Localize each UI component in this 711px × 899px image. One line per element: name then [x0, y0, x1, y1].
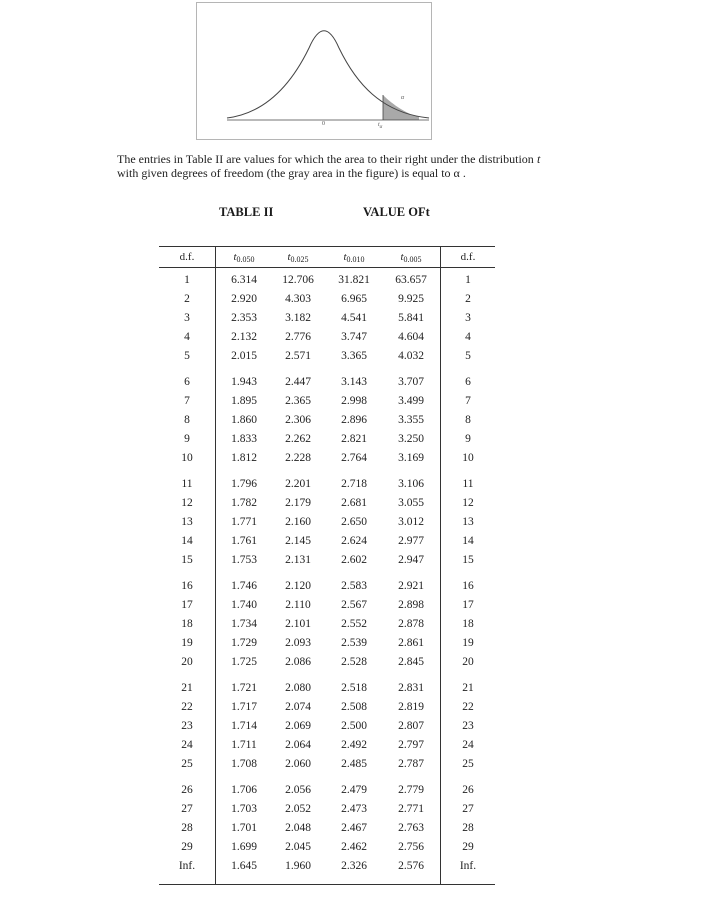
df-cell-left: 15: [181, 554, 193, 566]
t-value-cell: 2.015: [231, 350, 257, 362]
df-cell-right: 4: [465, 331, 471, 343]
df-cell-left: Inf.: [178, 860, 196, 872]
t-distribution-figure: [196, 2, 432, 140]
t-value-cell: 1.943: [231, 376, 257, 388]
t-value-cell: 2.845: [398, 656, 424, 668]
t-value-cell: 3.355: [398, 414, 424, 426]
t-value-cell: 2.764: [341, 452, 367, 464]
t-value-cell: 2.718: [341, 478, 367, 490]
df-cell-right: 24: [462, 739, 474, 751]
table-bottom-rule: [159, 884, 495, 885]
df-cell-right: 1: [465, 274, 471, 286]
t-value-cell: 2.539: [341, 637, 367, 649]
t-value-cell: 3.182: [285, 312, 311, 324]
t-value-cell: 2.120: [285, 580, 311, 592]
zero-label: 0: [322, 121, 325, 127]
t-value-cell: 2.878: [398, 618, 424, 630]
t-value-cell: 2.681: [341, 497, 367, 509]
t-value-cell: 2.064: [285, 739, 311, 751]
t-value-cell: 2.093: [285, 637, 311, 649]
t-value-cell: 1.734: [231, 618, 257, 630]
t-value-cell: 1.960: [285, 860, 311, 872]
t-symbol: t: [400, 251, 404, 263]
df-cell-right: 11: [462, 478, 474, 490]
t-value-cell: 2.074: [285, 701, 311, 713]
t-value-cell: 2.131: [285, 554, 311, 566]
t-value-cell: 3.499: [398, 395, 424, 407]
t-value-cell: 2.462: [341, 841, 367, 853]
t-value-cell: 1.645: [231, 860, 257, 872]
t-value-cell: 2.485: [341, 758, 367, 770]
t-value-cell: 2.831: [398, 682, 424, 694]
t-value-cell: 2.787: [398, 758, 424, 770]
t-value-cell: 2.080: [285, 682, 311, 694]
t-value-cell: 2.861: [398, 637, 424, 649]
df-cell-left: 6: [184, 376, 190, 388]
t-subscript: 0.010: [346, 255, 365, 264]
table-top-rule: [159, 246, 495, 247]
df-cell-left: 21: [181, 682, 193, 694]
t-value-cell: 2.060: [285, 758, 311, 770]
df-cell-left: 26: [181, 784, 193, 796]
t-value-cell: 2.132: [231, 331, 257, 343]
t-value-cell: 3.169: [398, 452, 424, 464]
t-symbol: t: [343, 251, 347, 263]
t-value-cell: 2.479: [341, 784, 367, 796]
t-value-cell: 2.326: [341, 860, 367, 872]
t-value-cell: 63.657: [395, 274, 427, 286]
t-value-cell: 2.819: [398, 701, 424, 713]
t-alpha-subscript: α: [379, 125, 383, 131]
t-value-cell: 2.602: [341, 554, 367, 566]
t-value-cell: 2.763: [398, 822, 424, 834]
df-header-left: d.f.: [179, 251, 195, 263]
df-header-right: d.f.: [460, 251, 476, 263]
t-value-cell: 3.747: [341, 331, 367, 343]
t-value-cell: 2.447: [285, 376, 311, 388]
t-value-cell: 1.746: [231, 580, 257, 592]
df-cell-right: 18: [462, 618, 474, 630]
t-subscript: 0.005: [403, 255, 422, 264]
t-value-cell: 2.048: [285, 822, 311, 834]
t-value-cell: 3.707: [398, 376, 424, 388]
t-value-cell: 2.920: [231, 293, 257, 305]
df-cell-left: 5: [184, 350, 190, 362]
df-cell-left: 23: [181, 720, 193, 732]
t-value-cell: 1.753: [231, 554, 257, 566]
t-value-cell: 1.729: [231, 637, 257, 649]
t-subscript: 0.050: [236, 255, 255, 264]
t-value-cell: 1.717: [231, 701, 257, 713]
df-cell-left: 18: [181, 618, 193, 630]
df-cell-right: 16: [462, 580, 474, 592]
t-value-cell: 1.740: [231, 599, 257, 611]
t-value-cell: 2.086: [285, 656, 311, 668]
t-value-cell: 12.706: [282, 274, 314, 286]
t-alpha-label: $t_\alpha$: [378, 122, 383, 131]
t-value-cell: 2.921: [398, 580, 424, 592]
t-value-cell: 2.821: [341, 433, 367, 445]
t-value-cell: 2.797: [398, 739, 424, 751]
t-value-cell: 2.576: [398, 860, 424, 872]
df-cell-right: 5: [465, 350, 471, 362]
t-value-cell: 3.106: [398, 478, 424, 490]
df-cell-left: 27: [181, 803, 193, 815]
t-value-cell: 2.776: [285, 331, 311, 343]
t-value-cell: 2.179: [285, 497, 311, 509]
t-value-cell: 1.701: [231, 822, 257, 834]
t-value-cell: 2.756: [398, 841, 424, 853]
df-cell-right: 17: [462, 599, 474, 611]
df-cell-left: 11: [181, 478, 193, 490]
left-column-rule: [215, 246, 216, 884]
caption-t-variable: t: [537, 152, 541, 166]
df-cell-left: 24: [181, 739, 193, 751]
t-value-cell: 2.052: [285, 803, 311, 815]
df-cell-right: 6: [465, 376, 471, 388]
df-cell-left: 7: [184, 395, 190, 407]
t-value-cell: 2.567: [341, 599, 367, 611]
df-cell-left: 22: [181, 701, 193, 713]
df-cell-right: 14: [462, 535, 474, 547]
caption-text: The entries in Table II are values for which the area to their right under the distribution with given degrees of freedom (the gray area in the figure) is equal to α .: [117, 152, 534, 180]
df-cell-right: 3: [465, 312, 471, 324]
t-value-cell: 2.492: [341, 739, 367, 751]
t-header-0.005: [383, 250, 439, 267]
t-value-cell: 4.541: [341, 312, 367, 324]
df-cell-left: 1: [184, 274, 190, 286]
t-value-cell: 2.771: [398, 803, 424, 815]
df-cell-left: 20: [181, 656, 193, 668]
df-cell-left: 12: [181, 497, 193, 509]
t-value-cell: 4.032: [398, 350, 424, 362]
bell-curve: [227, 31, 429, 118]
t-value-cell: 2.624: [341, 535, 367, 547]
t-value-cell: 1.706: [231, 784, 257, 796]
df-cell-left: 9: [184, 433, 190, 445]
t-value-cell: 3.012: [398, 516, 424, 528]
df-cell-left: 10: [181, 452, 193, 464]
df-cell-right: 9: [465, 433, 471, 445]
t-value-cell: 4.303: [285, 293, 311, 305]
table-caption: [117, 152, 555, 180]
distribution-curve-graphic: [197, 3, 431, 139]
t-value-cell: 3.365: [341, 350, 367, 362]
t-value-cell: 1.833: [231, 433, 257, 445]
t-header-0.050: [217, 250, 271, 267]
t-value-cell: 2.201: [285, 478, 311, 490]
df-cell-right: 27: [462, 803, 474, 815]
t-value-cell: 2.069: [285, 720, 311, 732]
t-value-cell: 1.895: [231, 395, 257, 407]
t-value-cell: 1.761: [231, 535, 257, 547]
t-value-cell: 2.947: [398, 554, 424, 566]
t-value-cell: 5.841: [398, 312, 424, 324]
t-value-cell: 2.779: [398, 784, 424, 796]
t-value-cell: 2.262: [285, 433, 311, 445]
t-value-cell: 2.500: [341, 720, 367, 732]
t-value-cell: 1.725: [231, 656, 257, 668]
t-subscript: 0.025: [290, 255, 309, 264]
t-value-cell: 4.604: [398, 331, 424, 343]
df-cell-right: 12: [462, 497, 474, 509]
alpha-label: α: [401, 95, 405, 101]
df-cell-right: 13: [462, 516, 474, 528]
t-value-cell: 1.711: [231, 739, 257, 751]
df-cell-right: 2: [465, 293, 471, 305]
t-value-cell: 2.571: [285, 350, 311, 362]
df-cell-left: 2: [184, 293, 190, 305]
t-value-cell: 6.965: [341, 293, 367, 305]
t-value-cell: 1.708: [231, 758, 257, 770]
t-value-cell: 2.998: [341, 395, 367, 407]
df-cell-right: 26: [462, 784, 474, 796]
t-value-cell: 1.714: [231, 720, 257, 732]
t-value-cell: 3.250: [398, 433, 424, 445]
t-value-cell: 2.898: [398, 599, 424, 611]
t-value-cell: 2.552: [341, 618, 367, 630]
t-value-cell: 2.306: [285, 414, 311, 426]
t-value-cell: 1.782: [231, 497, 257, 509]
t-value-cell: 2.365: [285, 395, 311, 407]
df-cell-right: Inf.: [459, 860, 477, 872]
df-cell-right: 28: [462, 822, 474, 834]
df-cell-right: 7: [465, 395, 471, 407]
header-rule: [159, 267, 495, 268]
df-cell-left: 4: [184, 331, 190, 343]
t-value-cell: 2.467: [341, 822, 367, 834]
df-cell-right: 19: [462, 637, 474, 649]
df-cell-left: 3: [184, 312, 190, 324]
t-value-cell: 9.925: [398, 293, 424, 305]
t-value-cell: 2.353: [231, 312, 257, 324]
t-value-cell: 2.650: [341, 516, 367, 528]
t-value-cell: 2.045: [285, 841, 311, 853]
df-cell-right: 25: [462, 758, 474, 770]
t-value-cell: 1.812: [231, 452, 257, 464]
df-cell-left: 17: [181, 599, 193, 611]
t-header-0.025: [271, 250, 325, 267]
t-value-cell: 1.796: [231, 478, 257, 490]
df-cell-left: 16: [181, 580, 193, 592]
t-value-cell: 2.518: [341, 682, 367, 694]
t-value-cell: 2.528: [341, 656, 367, 668]
df-cell-left: 19: [181, 637, 193, 649]
df-cell-right: 15: [462, 554, 474, 566]
df-cell-left: 14: [181, 535, 193, 547]
df-cell-right: 10: [462, 452, 474, 464]
df-cell-left: 29: [181, 841, 193, 853]
t-value-cell: 2.473: [341, 803, 367, 815]
t-value-cell: 1.721: [231, 682, 257, 694]
df-cell-right: 8: [465, 414, 471, 426]
t-value-cell: 2.977: [398, 535, 424, 547]
t-value-cell: 3.143: [341, 376, 367, 388]
t-value-cell: 3.055: [398, 497, 424, 509]
t-value-cell: 2.110: [285, 599, 311, 611]
df-cell-right: 22: [462, 701, 474, 713]
t-value-cell: 2.896: [341, 414, 367, 426]
df-cell-left: 28: [181, 822, 193, 834]
t-symbol: t: [287, 251, 291, 263]
df-cell-right: 21: [462, 682, 474, 694]
t-symbol: t: [233, 251, 237, 263]
t-value-cell: 1.771: [231, 516, 257, 528]
t-value-cell: 2.807: [398, 720, 424, 732]
t-value-cell: 2.056: [285, 784, 311, 796]
df-cell-right: 20: [462, 656, 474, 668]
t-value-cell: 2.583: [341, 580, 367, 592]
t-header-0.010: [325, 250, 383, 267]
df-cell-right: 23: [462, 720, 474, 732]
t-value-cell: 2.160: [285, 516, 311, 528]
df-cell-left: 25: [181, 758, 193, 770]
t-value-cell: 2.228: [285, 452, 311, 464]
t-value-cell: 2.145: [285, 535, 311, 547]
value-of-t-heading: VALUE OFt: [363, 205, 430, 219]
t-value-cell: 31.821: [338, 274, 370, 286]
df-cell-right: 29: [462, 841, 474, 853]
table-title: TABLE II: [219, 205, 274, 219]
t-value-cell: 2.101: [285, 618, 311, 630]
t-value-cell: 2.508: [341, 701, 367, 713]
df-cell-left: 13: [181, 516, 193, 528]
t-value-cell: 1.703: [231, 803, 257, 815]
t-value-cell: 6.314: [231, 274, 257, 286]
df-cell-left: 8: [184, 414, 190, 426]
t-value-cell: 1.860: [231, 414, 257, 426]
t-value-cell: 1.699: [231, 841, 257, 853]
